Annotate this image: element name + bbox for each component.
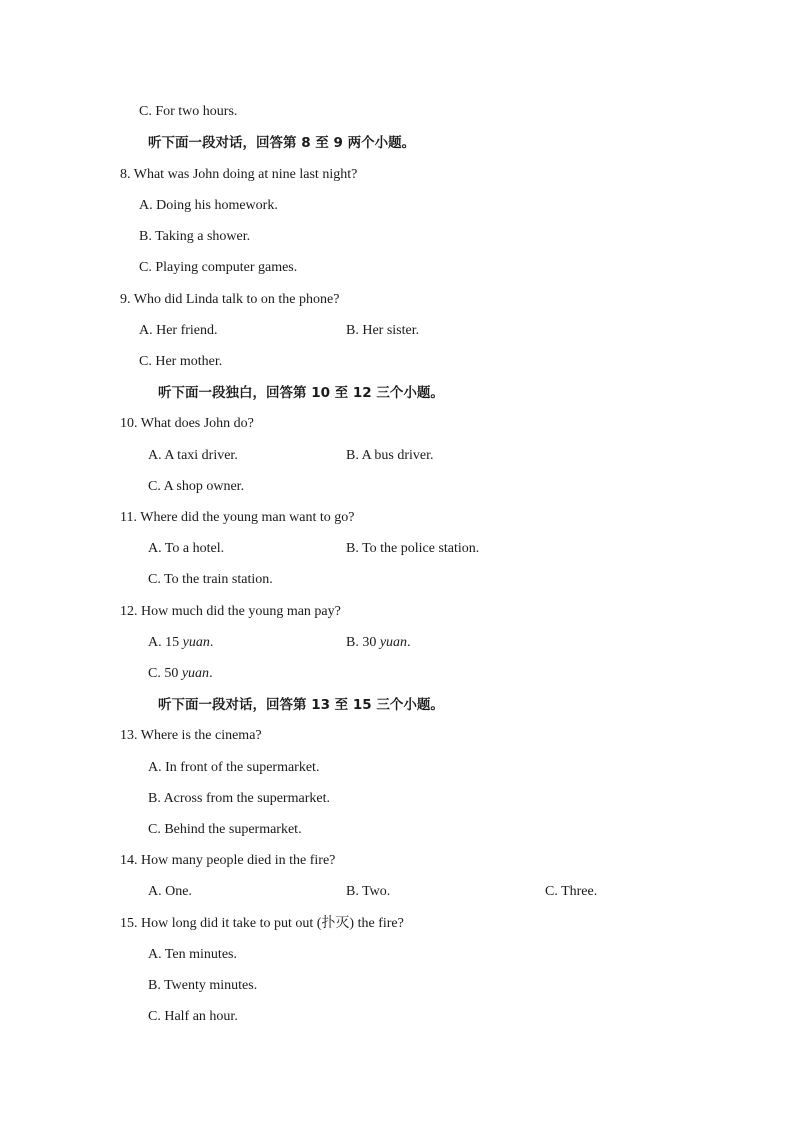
question-9-stem: 9. Who did Linda talk to on the phone?	[120, 292, 340, 307]
q11-option-b: B. To the police station.	[346, 541, 480, 556]
q13-option-c: C. Behind the supermarket.	[148, 822, 302, 837]
q15-option-b: B. Twenty minutes.	[148, 978, 258, 993]
question-12-stem: 12. How much did the young man pay?	[120, 604, 341, 619]
question-13-stem: 13. Where is the cinema?	[120, 728, 262, 743]
q10-option-b: B. A bus driver.	[346, 448, 434, 463]
q11-option-c: C. To the train station.	[148, 572, 273, 587]
q9-option-b: B. Her sister.	[346, 323, 420, 338]
q14-option-a: A. One.	[148, 884, 192, 899]
q8-option-a: A. Doing his homework.	[139, 198, 278, 213]
q11-option-a: A. To a hotel.	[148, 541, 225, 556]
q10-option-c: C. A shop owner.	[148, 479, 245, 494]
q7-option-c: C. For two hours.	[139, 104, 238, 119]
question-10-stem: 10. What does John do?	[120, 416, 254, 431]
question-8-stem: 8. What was John doing at nine last night?	[120, 167, 358, 182]
q14-option-b: B. Two.	[346, 884, 391, 899]
q9-option-a: A. Her friend.	[139, 323, 218, 338]
q15-option-c: C. Half an hour.	[148, 1009, 238, 1024]
question-11-stem: 11. Where did the young man want to go?	[120, 510, 355, 525]
q10-option-a: A. A taxi driver.	[148, 448, 238, 463]
question-15-stem: 15. How long did it take to put out (扑灭) the fire?	[120, 916, 404, 931]
q8-option-b: B. Taking a shower.	[139, 229, 251, 244]
q8-option-c: C. Playing computer games.	[139, 260, 298, 275]
q12-option-b: B. 30 yuan.	[346, 635, 411, 650]
q14-option-c: C. Three.	[545, 884, 598, 899]
q15-option-a: A. Ten minutes.	[148, 947, 237, 962]
section-instruction: 听下面一段对话，回答第 8 至 9 两个小题。	[148, 135, 416, 151]
q12-option-c: C. 50 yuan.	[148, 666, 213, 681]
q13-option-b: B. Across from the supermarket.	[148, 791, 330, 806]
q9-option-c: C. Her mother.	[139, 354, 223, 369]
section-instruction: 听下面一段对话，回答第 13 至 15 三个小题。	[158, 697, 444, 713]
q12-option-a: A. 15 yuan.	[148, 635, 214, 650]
q13-option-a: A. In front of the supermarket.	[148, 760, 320, 775]
question-14-stem: 14. How many people died in the fire?	[120, 853, 336, 868]
section-instruction: 听下面一段独白，回答第 10 至 12 三个小题。	[158, 385, 444, 401]
